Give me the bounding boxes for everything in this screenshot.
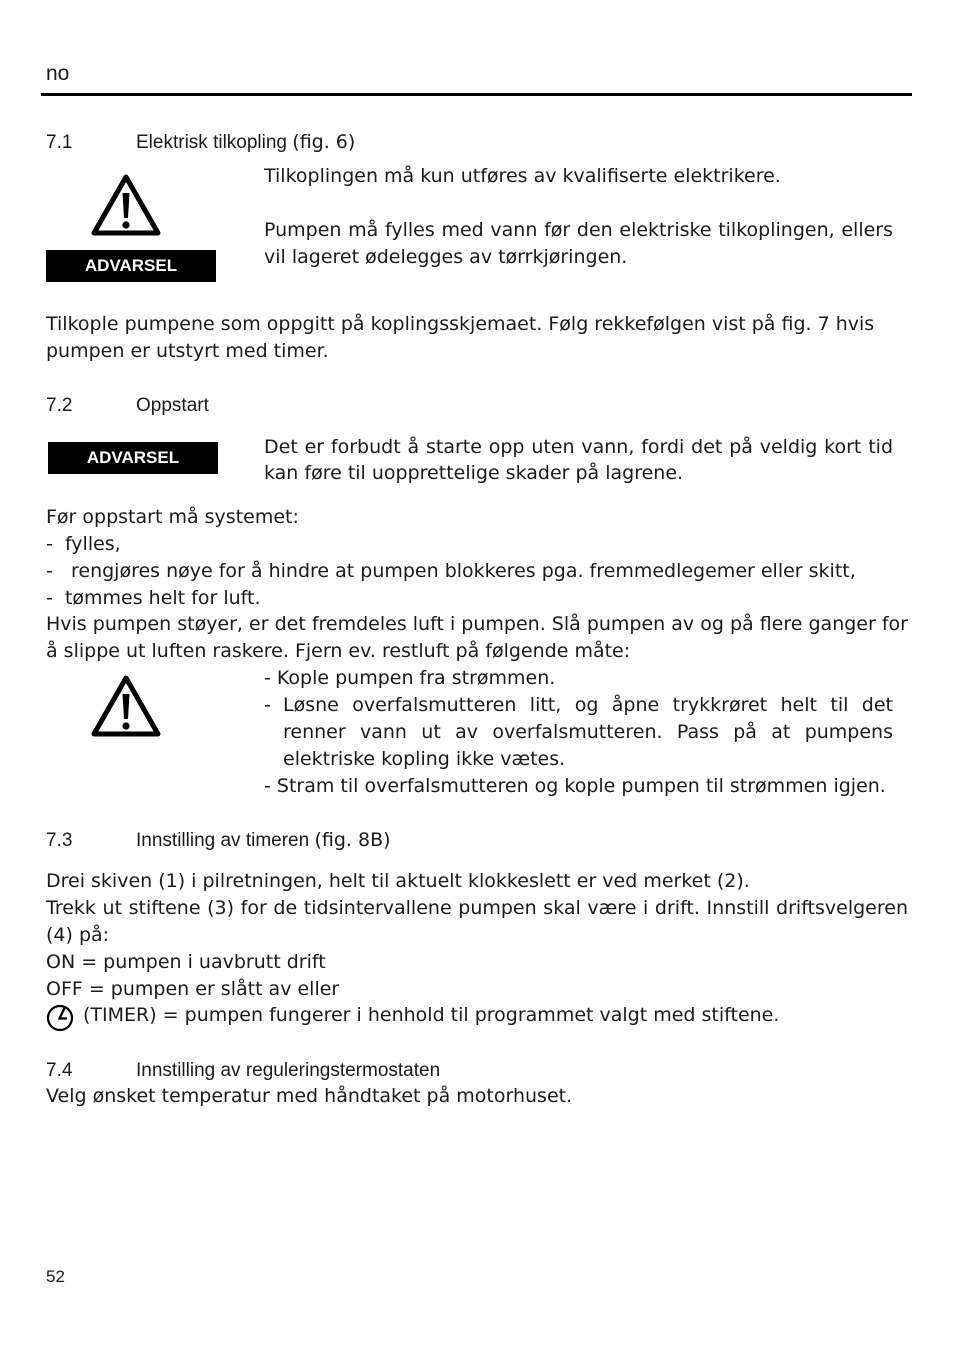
section-title-7-3 — [136, 827, 391, 854]
section-number-7-1: 7.1 — [46, 132, 73, 153]
list-item: - fylles, — [46, 533, 121, 555]
warning-triangle-icon — [90, 173, 162, 237]
list-item: - tømmes helt for luft. — [46, 587, 261, 609]
warning-label-badge: ADVARSEL — [48, 442, 218, 474]
section-title-7-1 — [136, 129, 355, 156]
paragraph-line: Tilkople pumpene som oppgitt på koplingsskjemaet. Følg rekkefølgen vist på fig. 7 hvis — [46, 313, 875, 335]
warning-label-badge: ADVARSEL — [46, 250, 216, 282]
paragraph-line: å slippe ut luften raskere. Fjern ev. restluft på følgende måte: — [46, 640, 631, 662]
step-item: renner vann ut av overfalsmutteren. Pass på at pumpens — [283, 721, 893, 743]
warning-text-line: Tilkoplingen må kun utføres av kvalifiserte elektrikere. — [264, 165, 781, 187]
figure-ref: (fig. 8B) — [314, 829, 391, 851]
section-title-text: Elektrisk tilkopling — [136, 132, 287, 153]
section-number-7-2: 7.2 — [46, 395, 73, 416]
step-item: Løsne overfalsmutteren litt, og åpne trykkrøret helt til det — [283, 694, 893, 716]
paragraph-line: pumpen er utstyrt med timer. — [46, 340, 329, 362]
step-dash: - — [264, 694, 271, 716]
section-number-7-3: 7.3 — [46, 830, 73, 851]
warning-text-line: Det er forbudt å starte opp uten vann, fordi det på veldig kort tid — [264, 436, 893, 458]
paragraph-line: Hvis pumpen støyer, er det fremdeles luft i pumpen. Slå pumpen av og på flere ganger for — [46, 613, 908, 635]
figure-ref: (fig. 6) — [292, 131, 356, 153]
section-title-7-2: Oppstart — [136, 395, 209, 416]
list-intro: Før oppstart må systemet: — [46, 506, 299, 528]
section-title-7-4: Innstilling av reguleringstermostaten — [136, 1060, 441, 1081]
paragraph-line: (4) på: — [46, 924, 110, 946]
page-number: 52 — [46, 1267, 65, 1286]
header-rule — [41, 93, 912, 96]
warning-triangle-icon — [90, 674, 162, 738]
paragraph-line: Velg ønsket temperatur med håndtaket på motorhuset. — [46, 1085, 573, 1107]
step-item: - Stram til overfalsmutteren og kople pumpen til strømmen igjen. — [264, 775, 886, 797]
paragraph-line: ON = pumpen i uavbrutt drift — [46, 951, 326, 973]
warning-text-line: Pumpen må fylles med vann før den elektriske tilkoplingen, ellers — [264, 219, 893, 241]
paragraph-line: Drei skiven (1) i pilretningen, helt til aktuelt klokkeslett er ved merket (2). — [46, 870, 750, 892]
step-item: - Kople pumpen fra strømmen. — [264, 667, 556, 689]
paragraph-line: Trekk ut stiftene (3) for de tidsintervallene pumpen skal være i drift. Innstill driftsvelgeren — [46, 897, 908, 919]
language-code: no — [46, 62, 70, 85]
step-item: elektriske kopling ikke vætes. — [283, 748, 566, 770]
warning-text-line: vil lageret ødelegges av tørrkjøringen. — [264, 246, 628, 268]
section-title-text: Innstilling av timeren — [136, 830, 310, 851]
warning-text-line: kan føre til uopprettelige skader på lagrene. — [264, 462, 684, 484]
section-number-7-4: 7.4 — [46, 1060, 73, 1081]
paragraph-line: (TIMER) = pumpen fungerer i henhold til programmet valgt med stiftene. — [83, 1004, 780, 1026]
timer-clock-icon — [46, 1004, 74, 1032]
paragraph-line: OFF = pumpen er slått av eller — [46, 978, 340, 1000]
list-item: - rengjøres nøye for å hindre at pumpen blokkeres pga. fremmedlegemer eller skitt, — [46, 560, 856, 582]
